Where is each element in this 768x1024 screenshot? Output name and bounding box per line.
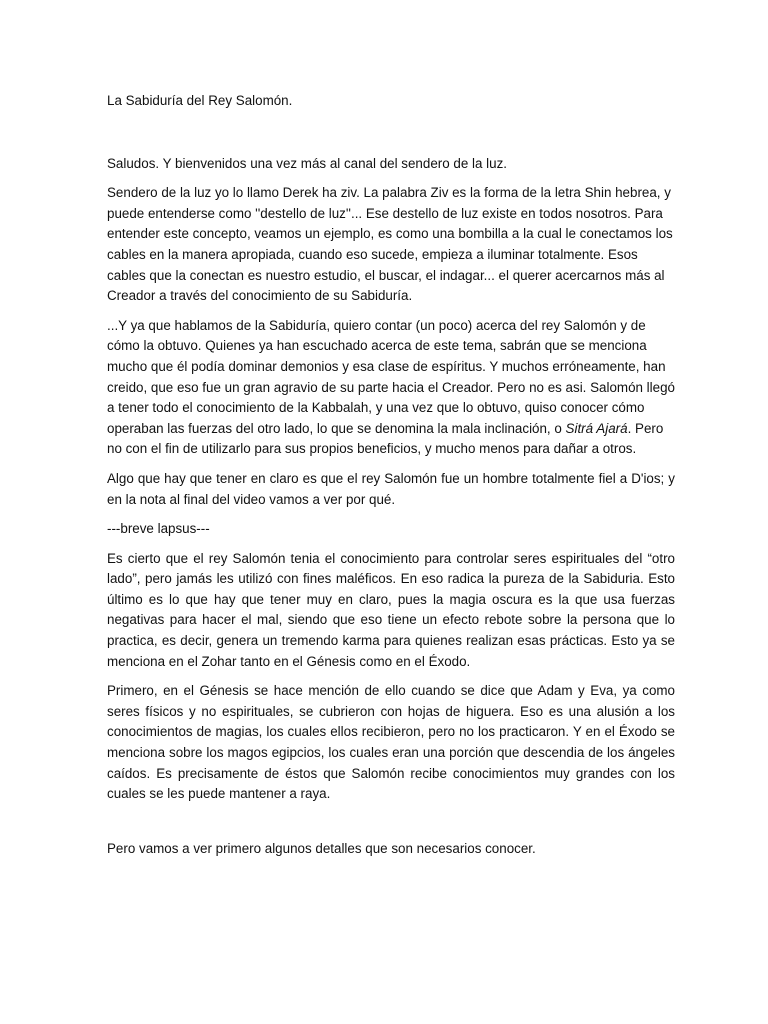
document-body	[107, 91, 675, 868]
paragraph-fiel-a-dios: Algo que hay que tener en claro es que el rey Salomón fue un hombre totalmente fiel a D'ios; y en la nota al final del video vamos a ver por qué.	[107, 470, 675, 507]
document-title: La Sabiduría del Rey Salomón.	[107, 93, 293, 108]
paragraph-sabiduria-salomon	[107, 316, 675, 460]
paragraph-otro-lado: Es cierto que el rey Salomón tenia el conocimiento para controlar seres espirituales del “otro lado”, pero jamás les utilizó con fines maléficos. En eso radica la pureza de la Sabiduria. Esto último es lo que hay que tener muy en claro, pues la magia oscura es la que usa fuerzas negativas para hacer el mal, siendo que eso tiene un efecto rebote sobre la persona que lo practica, es decir, genera un tremendo karma para quienes realizan esas prácticas. Esto ya se menciona en el Zohar tanto en el Génesis como en el Éxodo.	[107, 550, 675, 669]
paragraph-genesis-exodo: Primero, en el Génesis se hace mención de ello cuando se dice que Adam y Eva, ya como seres físicos y no espirituales, se cubrieron con hojas de higuera. Eso es una alusión a los conocimientos de magias, los cuales ellos recibieron, pero no los practicaron. Y en el Éxodo se menciona sobre los magos egipcios, los cuales eran una porción que descendia de los ángeles caídos. Es precisamente de éstos que Salomón recibe conocimientos muy grandes con los cuales se les puede mantener a raya.	[107, 683, 675, 802]
italic-term-sitra-ajara: Sitrá Ajará	[565, 420, 628, 436]
paragraph-text: . Pero no con el fin de utilizarlo para sus propios beneficios, y mucho menos para dañar a otros.	[107, 420, 664, 457]
paragraph-sendero-de-la-luz: Sendero de la luz yo lo llamo Derek ha ziv. La palabra Ziv es la forma de la letra Shin hebrea, y puede entenderse como ''destello de luz''... Ese destello de luz existe en todos nosotros. Para entender este concepto, veamos un ejemplo, es como una bombilla a la cual le conectamos los cables en la manera apropiada, cuando eso sucede, empieza a iluminar totalmente. Esos cables que la conectan es nuestro estudio, el buscar, el indagar... el querer acercarnos más al Creador a través del conocimiento de su Sabiduría.	[107, 185, 673, 304]
paragraph-breve-lapsus: ---breve lapsus---	[107, 521, 210, 537]
paragraph-closing: Pero vamos a ver primero algunos detalles que son necesarios conocer.	[107, 840, 536, 856]
paragraph-greeting: Saludos. Y bienvenidos una vez más al canal del sendero de la luz.	[107, 155, 507, 171]
paragraph-text: ...Y ya que hablamos de la Sabiduría, quiero contar (un poco) acerca del rey Salomón y de cómo la obtuvo. Quienes ya han escuchado acerca de este tema, sabrán que se menciona mucho que él podía dominar demonios y esa clase de espíritus. Y muchos erróneamente, han creido, que eso fue un gran agravio de su parte hacia el Creador. Pero no es asi. Salomón llegó a tener todo el conocimiento de la Kabbalah, y una vez que lo obtuvo, quiso conocer cómo operaban las fuerzas del otro lado, lo que se denomina la mala inclinación, o	[107, 317, 675, 436]
